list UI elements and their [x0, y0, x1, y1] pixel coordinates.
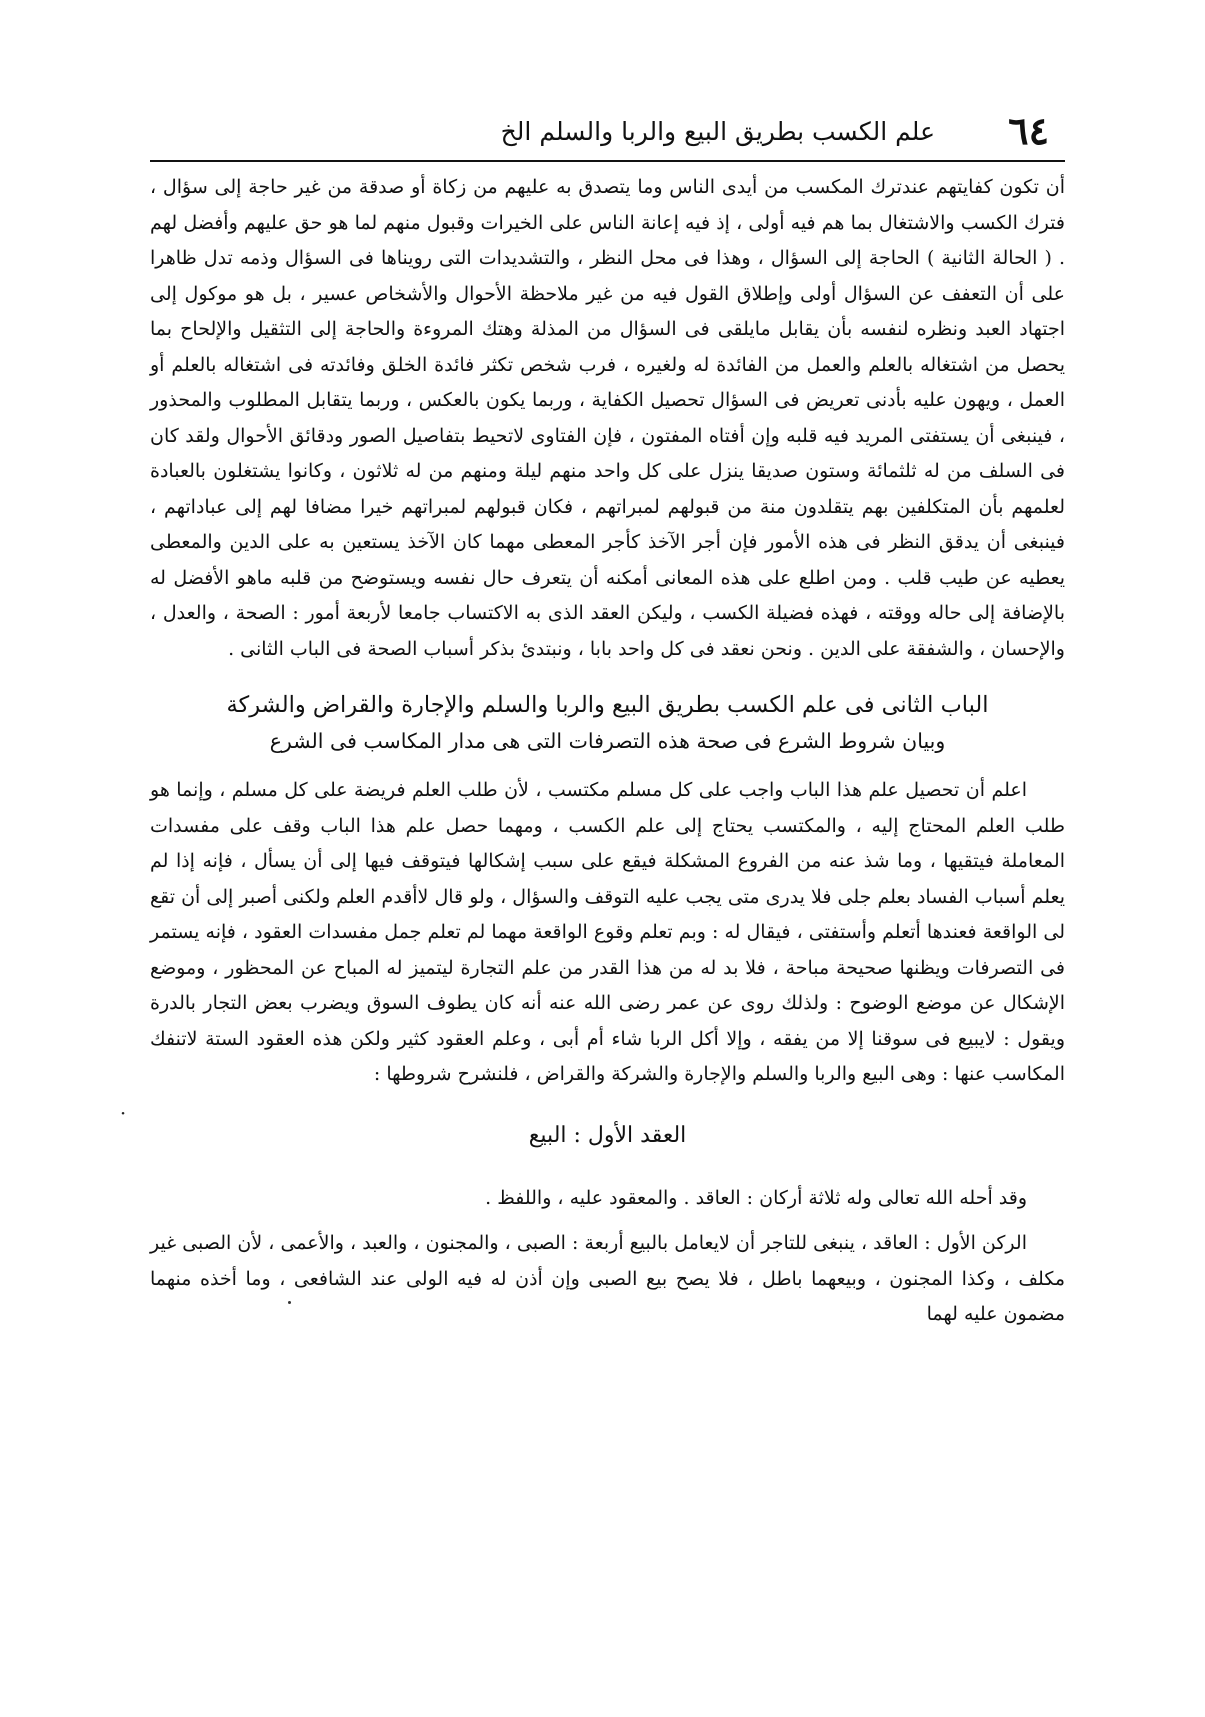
first-pillar-paragraph: الركن الأول : العاقد ، ينبغى للتاجر أن لايعامل بالبيع أربعة : الصبى ، والمجنون ، والعبد ، والأعمى ، لأن الصبى غير مكلف ، وكذا المجنون ، وبيعهما باطل ، فلا يصح بيع الصبى وإن أذن له فيه الولى عند الشافعى ، وما أخذه منهما مضمون عليه لهما	[150, 1232, 1065, 1325]
margin-mark: ·	[119, 1101, 127, 1125]
chapter-heading: الباب الثانى فى علم الكسب بطريق البيع والربا والسلم والإجارة والقراض والشركة	[226, 692, 989, 718]
scan-speck	[288, 1301, 291, 1304]
intro-paragraph: أن تكون كفايتهم عندترك المكسب من أيدى الناس وما يتصدق به عليهم من زكاة أو صدقة من غير حاجة إلى سؤال ، فترك الكسب والاشتغال بما هم فيه أولى ، إذ فيه إعانة الناس على الخيرات وقبول منهم لما هو حق عليهم وأفضل لهم . ( الحالة الثانية ) الحاجة إلى السؤال ، وهذا فى محل النظر ، والتشديدات التى رويناها فى السؤال وذمه تدل ظاهرا على أن التعفف عن السؤال أولى وإطلاق القول فيه من غير ملاحظة الأحوال والأشخاص عسير ، بل هو موكول إلى اجتهاد العبد ونظره لنفسه بأن يقابل مايلقى فى السؤال من المذلة وهتك المروءة والحاجة إلى التثقيل والإلحاح بما يحصل من اشتغاله بالعلم والعمل من الفائدة له ولغيره ، فرب شخص تكثر فائدة الخلق وفائدته فى اشتغاله بالعلم أو العمل ، ويهون عليه بأدنى تعريض فى السؤال تحصيل الكفاية ، وربما يكون بالعكس ، وربما يتقابل المطلوب والمحذور ، فينبغى أن يستفتى المريد فيه قلبه وإن أفتاه المفتون ، فإن الفتاوى لاتحيط بتفاصيل الصور ودقائق الأحوال ولقد كان فى السلف من له ثلثمائة وستون صديقا ينزل على كل واحد منهم ليلة ومنهم من له ثلاثون ، وكانوا يشتغلون بالعبادة لعلمهم بأن المتكلفين بهم يتقلدون منة من قبولهم لمبراتهم ، فكان قبولهم لمبراتهم خيرا مضافا لهم إلى عباداتهم ، فينبغى أن يدقق النظر فى هذه الأمور فإن أجر الآخذ كأجر المعطى مهما كان الآخذ يستعين به على الدين والمعطى يعطيه عن طيب قلب . ومن اطلع على هذه المعانى أمكنه أن يتعرف حال نفسه ويستوضح من قلبه ماهو الأفضل له بالإضافة إلى حاله ووقته ، فهذه فضيلة الكسب ، وليكن العقد الذى به الاكتساب جامعا لأربعة أمور : الصحة ، والعدل ، والإحسان ، والشفقة على الدين . ونحن نعقد فى كل واحد بابا ، ونبتدئ بذكر أسباب الصحة فى الباب الثانى .	[150, 176, 1065, 660]
book-page	[150, 92, 1065, 1333]
pillars-paragraph: وقد أحله الله تعالى وله ثلاثة أركان : العاقد . والمعقود عليه ، واللفظ .	[485, 1186, 1027, 1209]
page-number: ٦٤	[1008, 108, 1049, 153]
section-heading: العقد الأول : البيع	[528, 1122, 687, 1148]
chapter-paragraph: اعلم أن تحصيل علم هذا الباب واجب على كل مسلم مكتسب ، لأن طلب العلم فريضة على كل مسلم ، وإنما هو طلب العلم المحتاج إليه ، والمكتسب يحتاج إلى علم الكسب ، ومهما حصل علم هذا الباب وقف على مفسدات المعاملة فيتقيها ، وما شذ عنه من الفروع المشكلة فيقع على سبب إشكالها فيتوقف فيها إلى أن يسأل ، فإنه إذا لم يعلم أسباب الفساد بعلم جلى فلا يدرى متى يجب عليه التوقف والسؤال ، ولو قال لاأقدم العلم ولكنى أصبر إلى أن تقع لى الواقعة فعندها أتعلم وأستفتى ، فيقال له : وبم تعلم وقوع الواقعة مهما لم تعلم جمل مفسدات العقود ، فإنه يستمر فى التصرفات ويظنها صحيحة مباحة ، فلا بد له من هذا القدر من علم التجارة ليتميز له المباح عن المحظور ، وموضع الإشكال عن موضع الوضوح : ولذلك روى عن عمر رضى الله عنه أنه كان يطوف السوق ويضرب بعض التجار بالدرة ويقول : لايبيع فى سوقنا إلا من يفقه ، وإلا أكل الربا شاء أم أبى ، وعلم العقود كثير ولكن هذه العقود الستة لاتنفك المكاسب عنها : وهى البيع والربا والسلم والإجارة والشركة والقراض ، فلنشرح شروطها :	[150, 779, 1066, 1085]
chapter-subheading: وبيان شروط الشرع فى صحة هذه التصرفات التى هى مدار المكاسب فى الشرع	[269, 729, 946, 753]
page-header	[150, 92, 1065, 162]
running-title: علم الكسب بطريق البيع والربا والسلم الخ	[500, 117, 935, 146]
